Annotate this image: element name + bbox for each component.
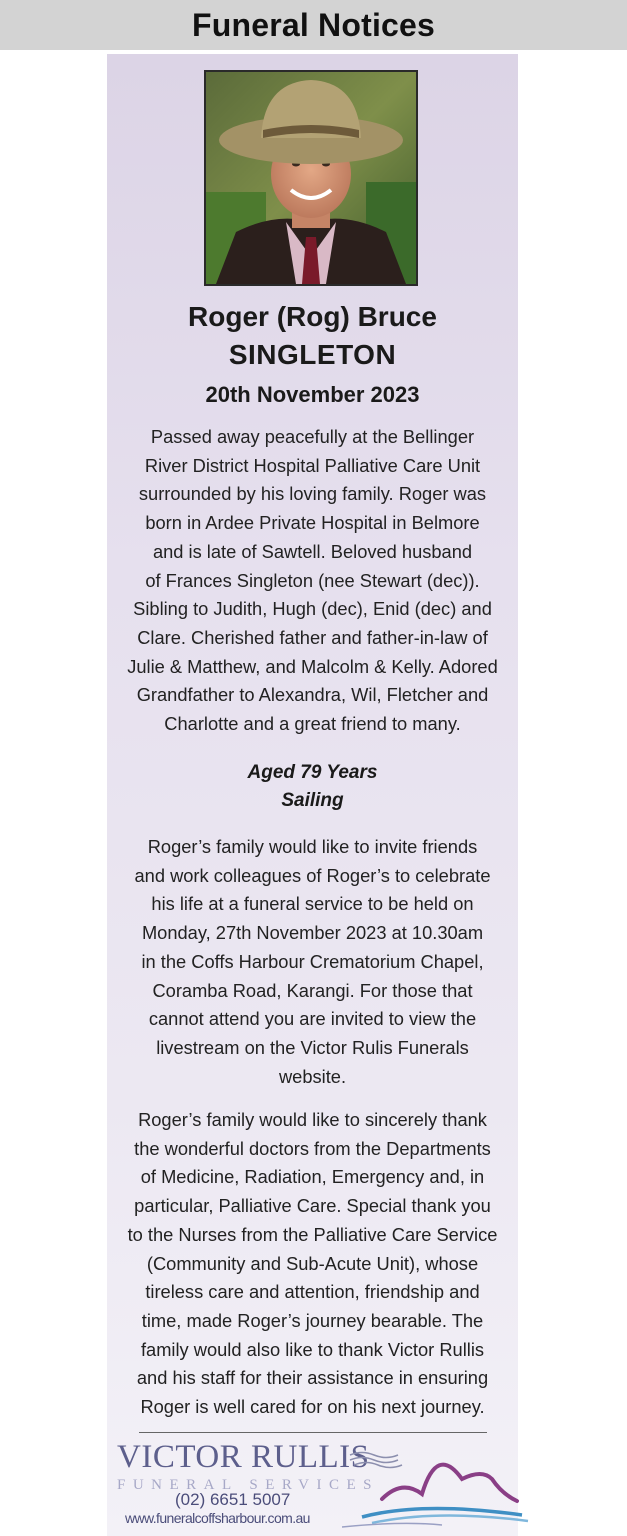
notice-paragraph-death: Passed away peacefully at the Bellinger River District Hospital Palliative Care Unit surrounded by his loving family. Roger was born in Ardee Private Hospital in Belmore and is late of Sawtell. Beloved husband of Frances Singleton (nee Stewart (dec)). Sibling to Judith, Hugh (dec), Enid (dec) and Clare. Cherished father and father-in-law of Julie & Matthew, and Malcolm & Kelly. Adored Grandfather to Alexandra, Wil, Fletcher and Charlotte and a great friend to many. [127,426,498,735]
page-title: Funeral Notices [191,6,436,43]
logo-subtitle: FUNERAL SERVICES [117,1477,380,1493]
sailing-line: Sailing [281,790,344,811]
age-line: Aged 79 Years [247,762,378,783]
funeral-home-logo [117,1439,517,1529]
logo-website: www.funeralcoffsharbour.com.au [125,1510,310,1526]
portrait-photo [204,70,418,286]
logo-name: VICTOR RULLIS [117,1439,370,1475]
divider [139,1432,487,1433]
logo-phone: (02) 6651 5007 [175,1490,291,1509]
date-of-death: 20th November 2023 [205,382,420,407]
page-header [0,0,627,50]
funeral-notice [107,54,518,1536]
deceased-name: Roger (Rog) Bruce [188,301,437,332]
notice-paragraph-thanks: Roger’s family would like to sincerely thank the wonderful doctors from the Departments of Medicine, Radiation, Emergency and, in particular, Palliative Care. Special thank you to the Nurses from the Palliative Care Service (Community and Sub-Acute Unit), whose tireless care and attention, friendship and time, made Roger’s journey bearable. The family would also like to thank Victor Rullis and his staff for their assistance in ensuring Roger is well cared for on his next journey. [127,1109,498,1418]
notice-paragraph-service: Roger’s family would like to invite friends and work colleagues of Roger’s to celebrate his life at a funeral service to be held on Monday, 27th November 2023 at 10.30am in the Coffs Harbour Crematorium Chapel, Coramba Road, Karangi. For those that cannot attend you are invited to view the livestream on the Victor Rulis Funerals website. [134,836,491,1087]
deceased-surname: SINGLETON [228,339,397,370]
mountain-water-icon [342,1439,532,1529]
